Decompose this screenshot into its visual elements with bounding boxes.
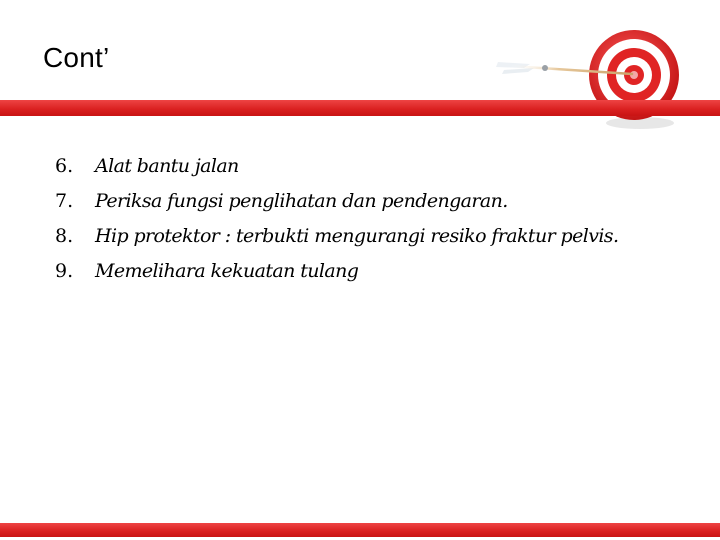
list-item-text: Hip protektor : terbukti mengurangi resiko fraktur pelvis.: [95, 225, 619, 247]
list-item-text: Periksa fungsi penglihatan dan pendengaran.: [95, 190, 508, 212]
list-item-text: Memelihara kekuatan tulang: [95, 260, 359, 282]
list-item: [55, 225, 618, 260]
top-decorative-band: [0, 100, 720, 116]
list-item-number: 9.: [55, 260, 74, 282]
numbered-list: [55, 155, 618, 295]
list-item: [55, 190, 618, 225]
bottom-decorative-band: [0, 523, 720, 537]
target-with-arrow-icon: [490, 22, 690, 134]
list-item-text: Alat bantu jalan: [95, 155, 239, 177]
list-item-number: 6.: [55, 155, 74, 177]
list-item: [55, 260, 618, 295]
slide-title: Cont’: [43, 42, 110, 73]
list-item-number: 8.: [55, 225, 74, 247]
list-item: [55, 155, 618, 190]
list-item-number: 7.: [55, 190, 74, 212]
